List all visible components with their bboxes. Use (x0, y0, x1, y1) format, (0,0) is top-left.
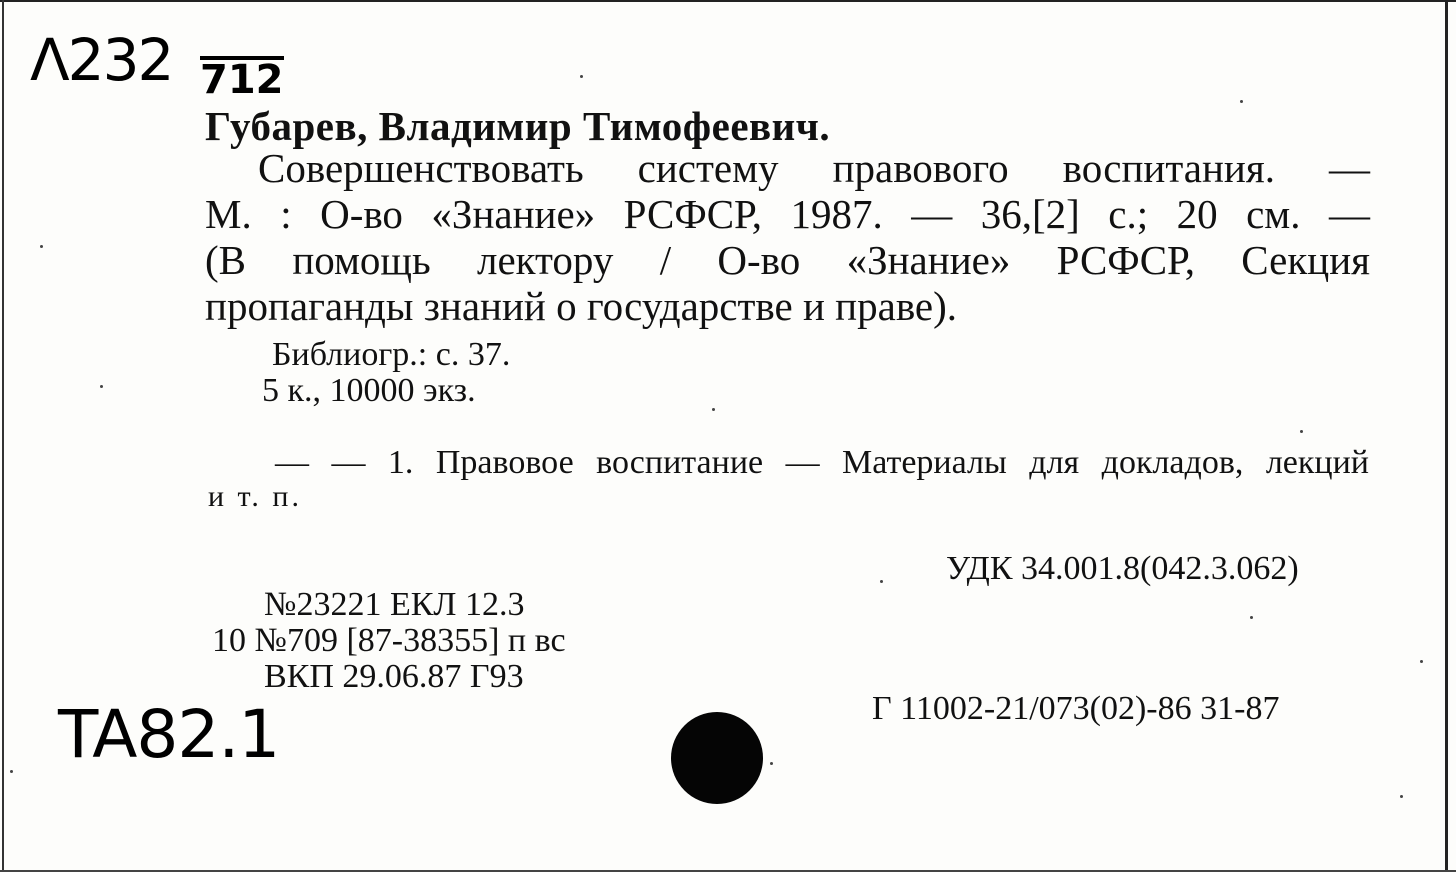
description-line: пропаганды знаний о государстве и праве). (205, 283, 958, 329)
speck (40, 245, 43, 248)
description-line: (В помощь лектору / О-во «Знание» РСФСР, Секция (205, 237, 1370, 283)
handwritten-call-number: Λ232 (30, 26, 173, 94)
title-description (205, 145, 1370, 329)
card-border-right (1445, 0, 1448, 872)
card-border-left (2, 0, 4, 872)
speck (580, 75, 583, 78)
order-number: 10 №709 [87-38355] п вс (212, 622, 566, 659)
speck (1400, 795, 1403, 798)
subject-heading-cont: и т. п. (208, 480, 302, 513)
description-line: Совершенствовать систему правового воспитания. — (258, 145, 1370, 191)
catalog-number: №23221 ЕКЛ 12.3 (264, 586, 525, 623)
udc-code: УДК 34.001.8(042.3.062) (946, 550, 1299, 587)
speck (770, 762, 773, 765)
description-line: М. : О-во «Знание» РСФСР, 1987. — 36,[2] с.; 20 см. — (205, 191, 1370, 237)
handwritten-call-sub: 712 (200, 57, 284, 103)
author-heading: Губарев, Владимир Тимофеевич. (205, 103, 831, 149)
bibliography-note: Библиогр.: с. 37. (272, 336, 511, 373)
handwritten-shelf-mark: TA82.1 (58, 696, 280, 773)
speck (1250, 616, 1253, 619)
vkp-date: ВКП 29.06.87 Г93 (264, 658, 524, 695)
card-border-top (0, 0, 1456, 2)
speck (1300, 430, 1303, 433)
subject-heading: — — 1. Правовое воспитание — Материалы для докладов, лекций (275, 444, 1369, 481)
g-code: Г 11002-21/073(02)-86 31-87 (872, 690, 1280, 727)
speck (712, 408, 715, 411)
speck (880, 580, 883, 583)
card-punch-hole (671, 712, 763, 804)
copies-note: 5 к., 10000 экз. (262, 372, 476, 409)
speck (1240, 100, 1243, 103)
speck (10, 770, 13, 773)
speck (1420, 660, 1423, 663)
speck (100, 385, 103, 388)
